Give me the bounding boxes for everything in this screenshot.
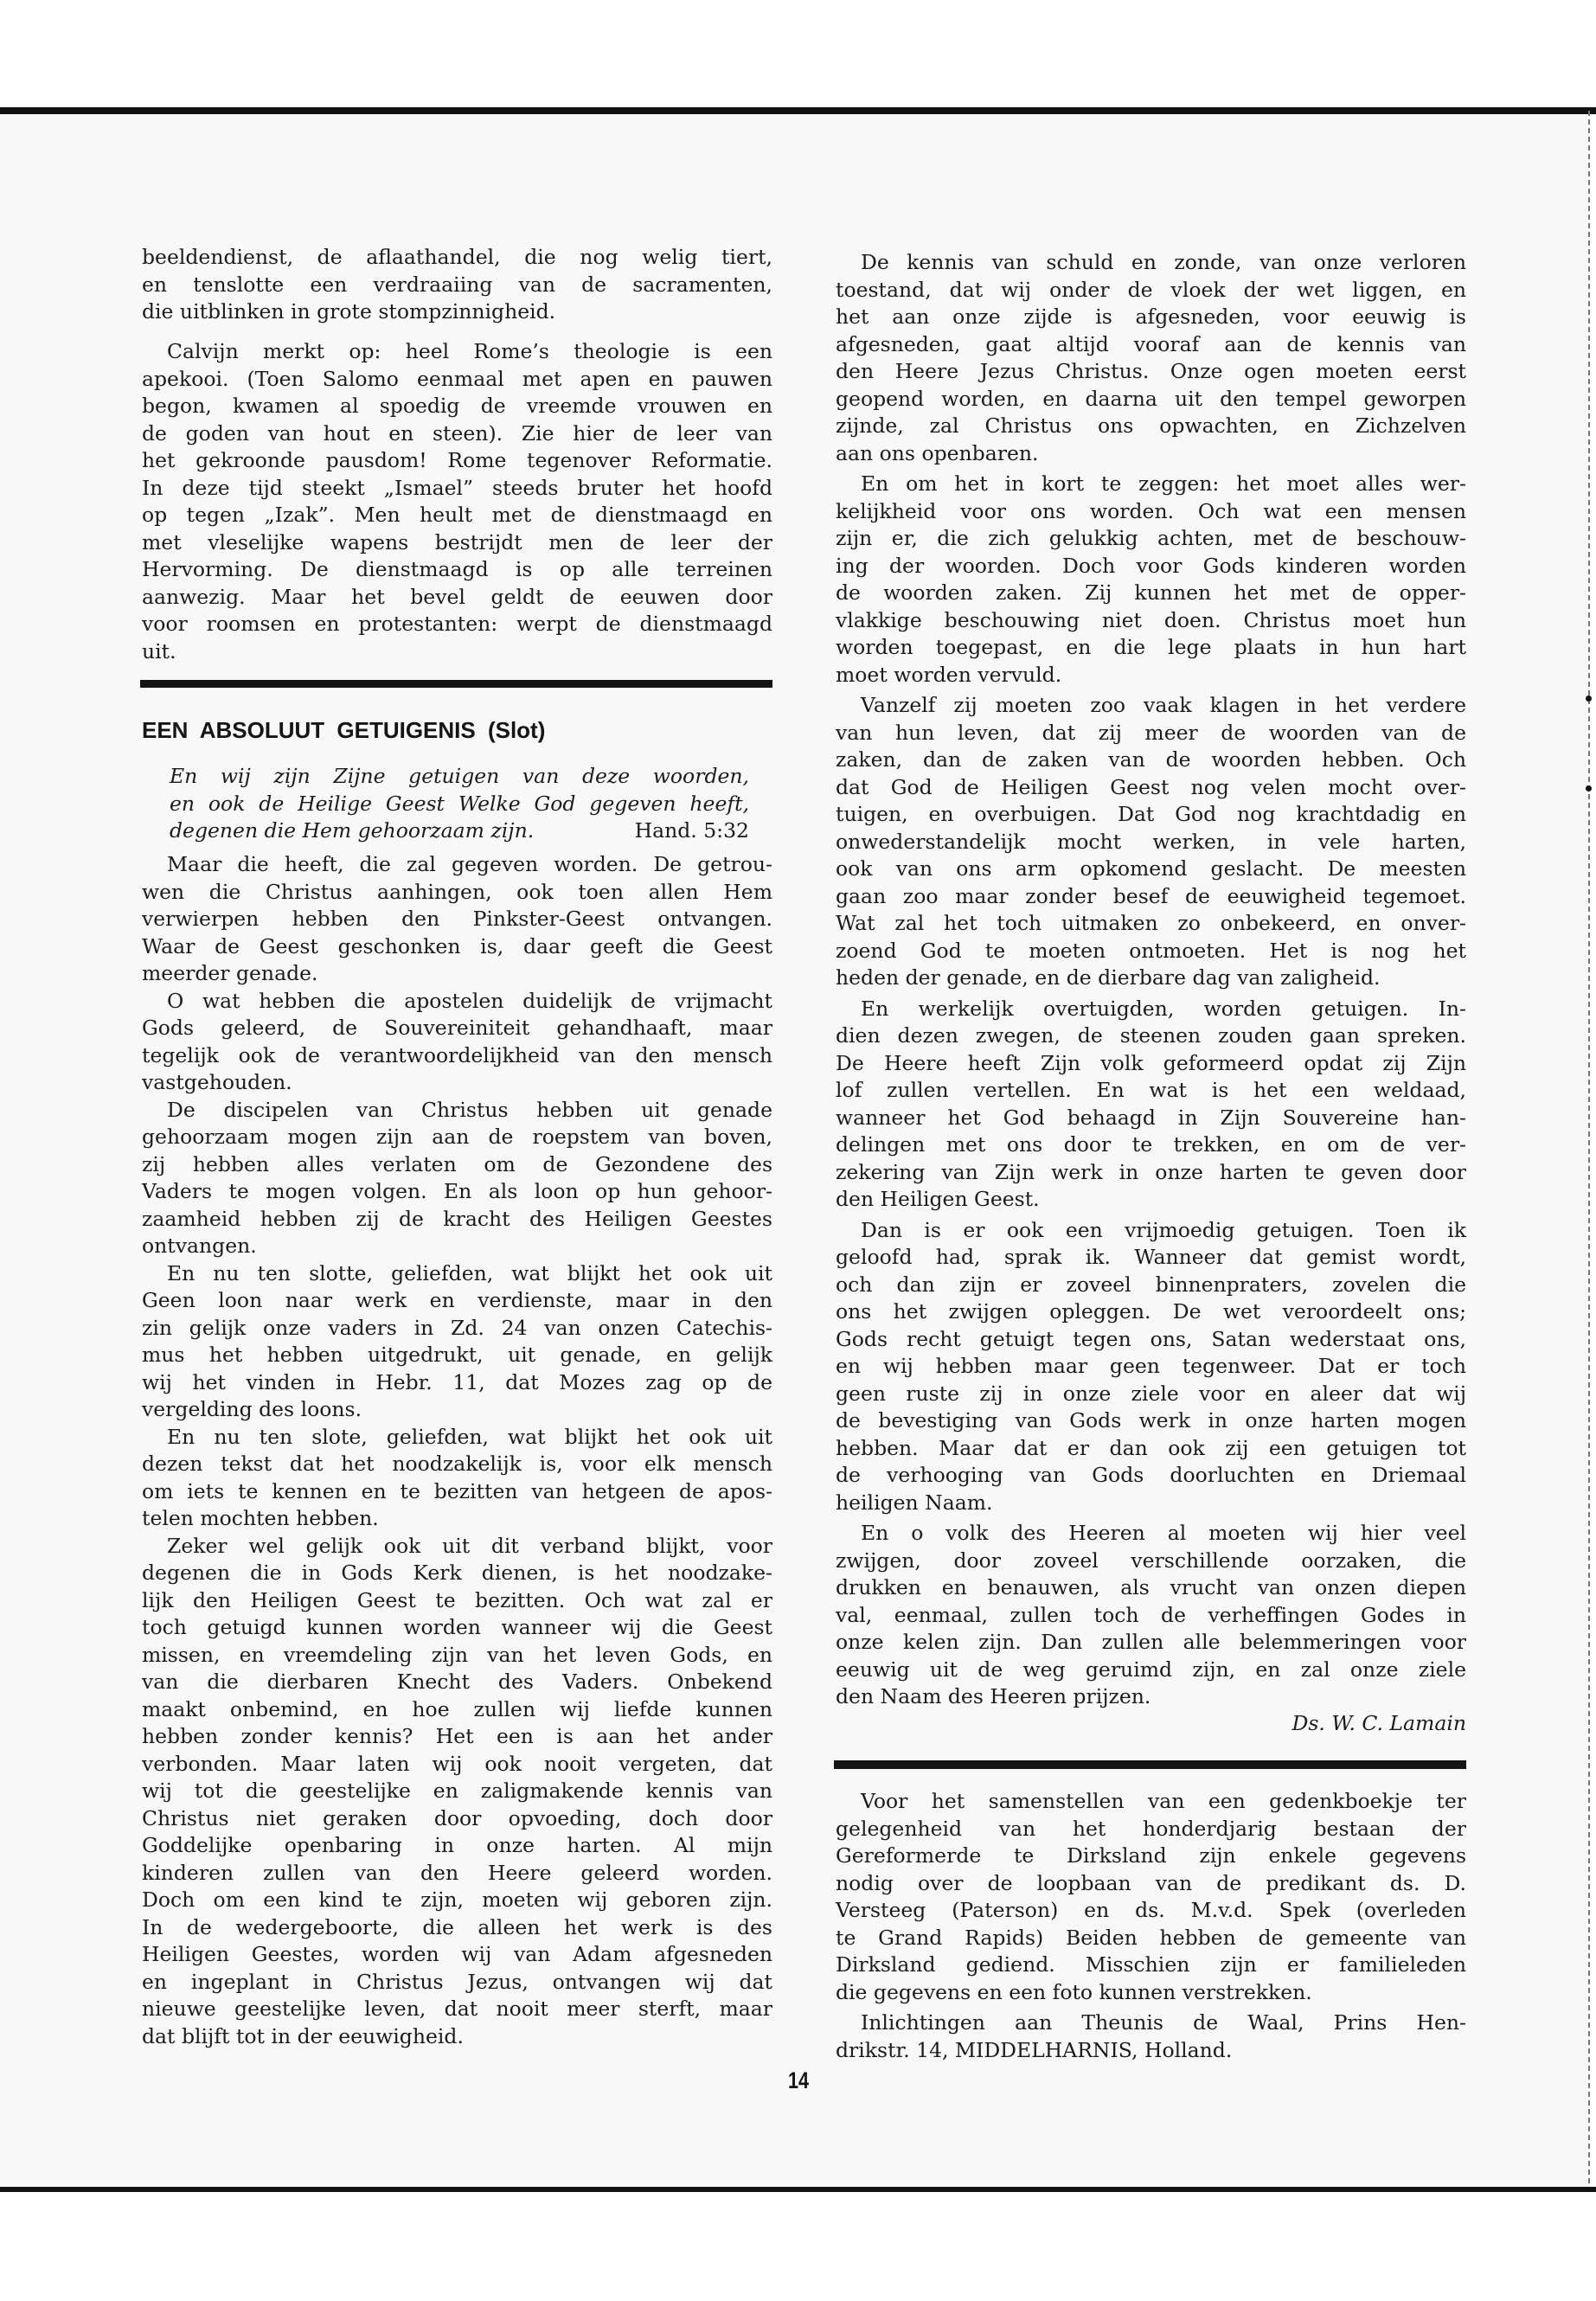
- text-line: en tenslotte een verdraaiing van de sacramenten,: [142, 272, 772, 297]
- text-line: worden toegepast, en die lege plaats in hun hart: [836, 635, 1466, 659]
- text-line: En om het in kort te zeggen: het moet alles wer-: [861, 471, 1466, 496]
- text-line: Doch om een kind te zijn, moeten wij geboren zijn.: [142, 1888, 772, 1912]
- text-line: Christus niet geraken door opvoeding, doch door: [142, 1805, 772, 1830]
- paragraph: [836, 1217, 1466, 1517]
- text-line: En o volk des Heeren al moeten wij hier veel: [861, 1521, 1466, 1545]
- text-line: meerder genade.: [142, 961, 318, 985]
- text-line: dien dezen zwegen, de steenen zouden gaan spreken.: [836, 1023, 1466, 1048]
- text-line: En werkelijk overtuigden, worden getuigen. In-: [861, 996, 1466, 1021]
- text-line: Dan is er ook een vrijmoedig getuigen. Toen ik: [861, 1217, 1466, 1242]
- paragraph: [836, 996, 1466, 1214]
- text-line: ontvangen.: [142, 1234, 257, 1258]
- text-line: De kennis van schuld en zonde, van onze verloren: [861, 250, 1466, 274]
- text-line: apekooi. (Toen Salomo eenmaal met apen en pauwen: [142, 366, 772, 391]
- text-line: zwijgen, door zoveel verschillende oorzaken, die: [836, 1548, 1466, 1573]
- text-line: tegelijk ook de verantwoordelijkheid van den mensch: [142, 1042, 772, 1067]
- epigraph-line: en ook de Heilige Geest Welke God gegeven heeft,: [170, 791, 749, 816]
- text-line: Gereformerde te Dirksland zijn enkele gegevens: [836, 1843, 1466, 1868]
- text-line: de woorden zaken. Zij kunnen het met de opper-: [836, 580, 1466, 605]
- text-line: van die dierbaren Knecht des Vaders. Onbekend: [142, 1670, 772, 1694]
- paragraph: [142, 1260, 772, 1424]
- text-line: Waar de Geest geschonken is, daar geeft die Geest: [142, 933, 772, 958]
- page-number: 14: [788, 2067, 810, 2093]
- epigraph-line: degenen die Hem gehoorzaam zijn.: [170, 818, 535, 843]
- epigraph-line: En wij zijn Zijne getuigen van deze woorden,: [170, 764, 749, 788]
- text-line: degenen die in Gods Kerk dienen, is het noodzake-: [142, 1561, 772, 1585]
- text-line: om iets te kennen en te bezitten van hetgeen de apos-: [142, 1478, 772, 1503]
- text-line: zin gelijk onze vaders in Zd. 24 van onzen Catechis-: [142, 1315, 772, 1340]
- text-line: moet worden vervuld.: [836, 662, 1062, 687]
- text-line: och dan zijn er zoveel binnenpraters, zovelen die: [836, 1272, 1466, 1297]
- text-line: verbonden. Maar laten wij ook nooit vergeten, dat: [142, 1751, 772, 1776]
- text-line: aanwezig. Maar het bevel geldt de eeuwen door: [142, 584, 772, 609]
- text-line: zaken, dan de zaken van de woorden hebben. Och: [836, 747, 1466, 772]
- paragraph: [836, 1520, 1466, 1711]
- text-line: Wat zal het toch uitmaken zo onbekeerd, en onver-: [836, 911, 1466, 935]
- text-line: te Grand Rapids) Beiden hebben de gemeente van: [836, 1925, 1466, 1950]
- text-line: toestand, dat wij onder de vloek der wet liggen, en: [836, 277, 1466, 302]
- paragraph: [142, 1533, 772, 2051]
- text-line: telen mochten hebben.: [142, 1506, 379, 1530]
- text-line: uit.: [142, 638, 176, 663]
- text-line: Geen loon naar werk en verdienste, maar in den: [142, 1288, 772, 1312]
- bottom-border-line: [0, 2187, 1596, 2192]
- text-line: In deze tijd steekt „Ismael” steeds bruter het hoofd: [142, 475, 772, 500]
- text-line: nodig over de loopbaan van de predikant ds. D.: [836, 1870, 1466, 1895]
- text-line: lof zullen vertellen. En wat is het een weldaad,: [836, 1078, 1466, 1102]
- text-line: O wat hebben die apostelen duidelijk de vrijmacht: [167, 988, 772, 1013]
- text-line: geloofd had, sprak ik. Wanneer dat gemist wordt,: [836, 1245, 1466, 1269]
- text-line: vergelding des loons.: [142, 1397, 362, 1421]
- text-line: nieuwe geestelijke leven, dat nooit meer sterft, maar: [142, 1997, 772, 2021]
- text-line: ons het zwijgen opleggen. De wet veroordeelt ons;: [836, 1299, 1466, 1324]
- text-line: geen ruste zij in onze ziele voor en aleer dat wij: [836, 1381, 1466, 1406]
- text-line: Hervorming. De dienstmaagd is op alle terreinen: [142, 557, 772, 581]
- text-line: de bevestiging van Gods werk in onze harten mogen: [836, 1408, 1466, 1433]
- top-border-line: [0, 107, 1596, 114]
- text-line: verwierpen hebben den Pinkster-Geest ontvangen.: [142, 907, 772, 931]
- text-line: maakt onbemind, en hoe zullen wij liefde kunnen: [142, 1696, 772, 1721]
- text-line: het aan onze zijde is afgesneden, voor eeuwig is: [836, 304, 1466, 329]
- margin-mark: [1586, 695, 1592, 702]
- section-divider: [140, 680, 772, 688]
- text-line: gelegenheid van het honderdjarig bestaan der: [836, 1816, 1466, 1841]
- text-line: missen, en vreemdeling zijn van het leven Gods, en: [142, 1642, 772, 1667]
- text-line: wanneer het God behaagd in Zijn Souvereine han-: [836, 1105, 1466, 1130]
- text-line: drikstr. 14, MIDDELHARNIS, Holland.: [836, 2037, 1233, 2062]
- text-line: ing der woorden. Doch voor Gods kinderen worden: [836, 553, 1466, 578]
- paragraph: [836, 249, 1466, 467]
- text-line: met vleselijke wapens bestrijdt men de leer der: [142, 529, 772, 554]
- text-line: hebben zonder kennis? Het een is aan het ander: [142, 1724, 772, 1748]
- paragraph: [142, 988, 772, 1097]
- text-line: Gods recht getuigt tegen ons, Satan wederstaat ons,: [836, 1326, 1466, 1351]
- text-line: zoend God te moeten ontmoeten. Het is nog het: [836, 938, 1466, 963]
- text-line: ook van ons arm opkomend geslacht. De meesten: [836, 856, 1466, 881]
- text-line: Vanzelf zij moeten zoo vaak klagen in het verdere: [861, 693, 1466, 717]
- text-line: De Heere heeft Zijn volk geformeerd opdat zij Zijn: [836, 1050, 1466, 1075]
- text-line: den Heiligen Geest.: [836, 1187, 1040, 1211]
- text-line: zekering van Zijn werk in onze harten te geven door: [836, 1159, 1466, 1184]
- text-line: geopend worden, en daarna uit den tempel geworpen: [836, 386, 1466, 411]
- text-line: heiligen Naam.: [836, 1490, 993, 1515]
- text-line: Vaders te mogen volgen. En als loon op hun gehoor-: [142, 1179, 772, 1203]
- text-line: zijn er, die zich gelukkig achten, met de beschouw-: [836, 526, 1466, 550]
- text-line: en ingeplant in Christus Jezus, ontvangen wij dat: [142, 1969, 772, 1994]
- text-line: den Heere Jezus Christus. Onze ogen moeten eerst: [836, 359, 1466, 383]
- text-line: het gekroonde pausdom! Rome tegenover Reformatie.: [142, 448, 772, 472]
- text-line: die uitblinken in grote stompzinnigheid.: [142, 299, 556, 324]
- article-title: EEN ABSOLUUT GETUIGENIS (Slot): [142, 717, 546, 743]
- paragraph: [142, 1424, 772, 1533]
- text-line: voor roomsen en protestanten: werpt de dienstmaagd: [142, 612, 772, 636]
- text-line: aan ons openbaren.: [836, 440, 1039, 465]
- paragraph: [142, 244, 772, 326]
- text-line: onze kelen zijn. Dan zullen alle belemmeringen voor: [836, 1630, 1466, 1654]
- text-line: dat blijft tot in der eeuwigheid.: [142, 2023, 464, 2048]
- text-line: de goden van hout en steen). Zie hier de leer van: [142, 420, 772, 445]
- text-line: kinderen zullen van den Heere geleerd worden.: [142, 1860, 772, 1885]
- text-line: heden der genade, en de dierbare dag van zaligheid.: [836, 965, 1381, 990]
- text-line: Maar die heeft, die zal gegeven worden. De getrou-: [167, 852, 772, 876]
- paragraph: [836, 2009, 1466, 2064]
- text-line: Calvijn merkt op: heel Rome’s theologie is een: [167, 339, 772, 363]
- article-body-right: [836, 249, 1466, 1711]
- notice-divider: [834, 1760, 1466, 1769]
- text-line: hebben. Maar dat er dan ook zij een getuigen tot: [836, 1435, 1466, 1460]
- paragraph: [836, 1788, 1466, 2006]
- paragraph: [142, 338, 772, 665]
- text-line: de verhooging van Gods doorluchten en Driemaal: [836, 1463, 1466, 1487]
- paragraph: [142, 1097, 772, 1260]
- text-line: Heiligen Geestes, worden wij van Adam afgesneden: [142, 1942, 772, 1966]
- margin-mark: [1586, 785, 1592, 792]
- text-line: toch getuigd kunnen worden wanneer wij die Geest: [142, 1615, 772, 1639]
- text-line: De discipelen van Christus hebben uit genade: [167, 1097, 772, 1122]
- text-line: Voor het samenstellen van een gedenkboekje ter: [861, 1789, 1466, 1813]
- text-line: tuigen, en overbuigen. Dat God nog krachtdadig en: [836, 802, 1466, 826]
- paragraph: [836, 471, 1466, 689]
- text-line: dat God de Heiligen Geest nog velen mocht over-: [836, 774, 1466, 799]
- text-line: eeuwig uit de weg geruimd zijn, en zal onze ziele: [836, 1657, 1466, 1682]
- text-line: wij het vinden in Hebr. 11, dat Mozes zag op de: [142, 1369, 772, 1394]
- author-signature: Ds. W. C. Lamain: [1292, 1711, 1466, 1735]
- text-line: den Naam des Heeren prijzen.: [836, 1684, 1151, 1708]
- text-line: zaamheid hebben zij de kracht des Heiligen Geestes: [142, 1206, 772, 1231]
- text-line: En nu ten slotte, geliefden, wat blijkt het ook uit: [167, 1260, 772, 1285]
- text-line: en wij hebben maar geen tegenweer. Dat er toch: [836, 1354, 1466, 1378]
- text-line: Zeker wel gelijk ook uit dit verband blijkt, voor: [167, 1533, 772, 1558]
- text-line: delingen met ons door te trekken, en om de ver-: [836, 1132, 1466, 1157]
- text-line: van hun leven, dat zij meer de woorden van de: [836, 720, 1466, 745]
- text-line: wij tot die geestelijke en zaligmakende kennis van: [142, 1779, 772, 1803]
- text-line: Dirksland gediend. Misschien zijn er familieleden: [836, 1952, 1466, 1977]
- text-line: En nu ten slote, geliefden, wat blijkt het ook uit: [167, 1424, 772, 1449]
- text-line: gehoorzaam mogen zijn aan de roepstem van boven,: [142, 1125, 772, 1149]
- article-body-left: [142, 851, 772, 2050]
- scripture-reference: Hand. 5:32: [634, 818, 749, 843]
- text-line: val, eenmaal, zullen toch de verheffingen Godes in: [836, 1602, 1466, 1627]
- text-line: zij hebben alles verlaten om de Gezondene des: [142, 1151, 772, 1176]
- text-line: beeldendienst, de aflaathandel, die nog welig tiert,: [142, 245, 772, 269]
- text-line: wen die Christus aanhingen, ook toen allen Hem: [142, 879, 772, 904]
- text-line: Gods geleerd, de Souvereiniteit gehandhaaft, maar: [142, 1016, 772, 1040]
- notice-text: [836, 1788, 1466, 2064]
- text-line: lijk den Heiligen Geest te bezitten. Och wat zal er: [142, 1587, 772, 1612]
- text-line: begon, kwamen al spoedig de vreemde vrouwen en: [142, 394, 772, 418]
- text-line: dezen tekst dat het noodzakelijk is, voor elk mensch: [142, 1452, 772, 1476]
- text-line: afgesneden, gaat altijd vooraf aan de kennis van: [836, 331, 1466, 356]
- text-line: Versteeg (Paterson) en ds. M.v.d. Spek (overleden: [836, 1898, 1466, 1922]
- left-intro-text: [142, 244, 772, 665]
- text-line: vlakkige beschouwing niet doen. Christus moet hun: [836, 607, 1466, 632]
- text-line: gaan zoo maar zonder besef de eeuwigheid tegemoet.: [836, 883, 1466, 908]
- text-line: Inlichtingen aan Theunis de Waal, Prins Hen-: [861, 2010, 1466, 2035]
- text-line: zijnde, zal Christus ons opwachten, en Zichzelven: [836, 413, 1466, 438]
- text-line: op tegen „Izak”. Men heult met de dienstmaagd en: [142, 503, 772, 527]
- text-line: kelijkheid voor ons worden. Och wat een mensen: [836, 498, 1466, 523]
- text-line: mus het hebben uitgedrukt, uit genade, en gelijk: [142, 1343, 772, 1367]
- text-line: In de wedergeboorte, die alleen het werk is des: [142, 1914, 772, 1939]
- text-line: die gegevens en een foto kunnen verstrekken.: [836, 1979, 1312, 2004]
- paragraph: [142, 851, 772, 988]
- right-page-edge: [1588, 111, 1590, 2187]
- text-line: onwederstandelijk mocht werken, in vele harten,: [836, 829, 1466, 854]
- paragraph: [836, 692, 1466, 992]
- text-line: Goddelijke openbaring in onze harten. Al mijn: [142, 1833, 772, 1857]
- text-line: vastgehouden.: [142, 1070, 292, 1094]
- text-line: drukken en benauwen, als vrucht van onzen diepen: [836, 1575, 1466, 1599]
- epigraph: [170, 763, 749, 845]
